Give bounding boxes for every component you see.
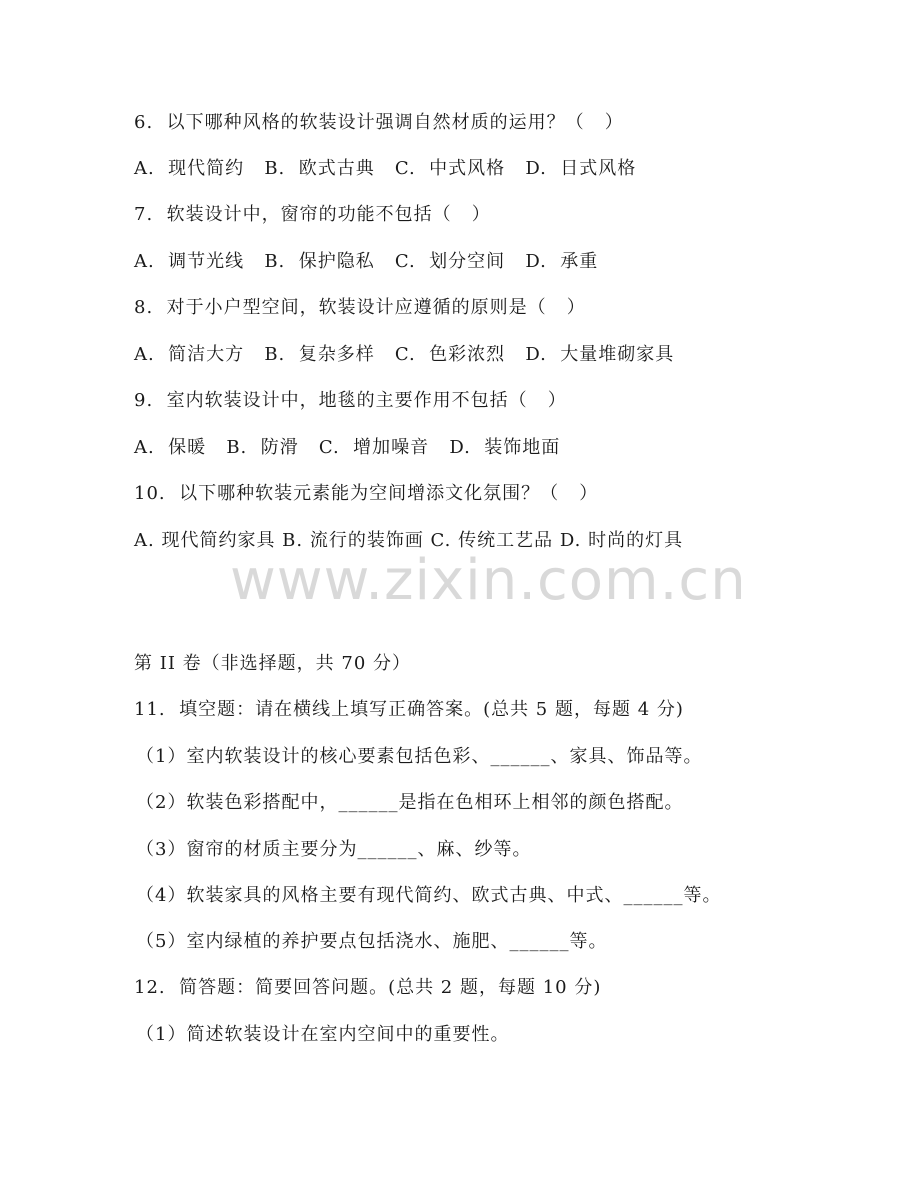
section-2-title: 第 II 卷（非选择题，共 70 分） — [134, 653, 412, 674]
question-10-options: A. 现代简约家具 B. 流行的装饰画 C. 传统工艺品 D. 时尚的灯具 — [134, 530, 684, 551]
question-7-stem: 7. 软装设计中，窗帘的功能不包括（ ） — [134, 204, 491, 225]
question-7-options: A. 调节光线 B. 保护隐私 C. 划分空间 D. 承重 — [134, 251, 599, 272]
question-6-stem: 6. 以下哪种风格的软装设计强调自然材质的运用？（ ） — [134, 112, 624, 133]
question-12-heading: 12. 简答题：简要回答问题。(总共 2 题，每题 10 分) — [134, 977, 602, 998]
short-answer-item-1: （1）简述软装设计在室内空间中的重要性。 — [136, 1024, 510, 1045]
question-8-options: A. 简洁大方 B. 复杂多样 C. 色彩浓烈 D. 大量堆砌家具 — [134, 344, 675, 365]
question-8-stem: 8. 对于小户型空间，软装设计应遵循的原则是（ ） — [134, 297, 586, 318]
question-10-stem: 10. 以下哪种软装元素能为空间增添文化氛围？（ ） — [134, 483, 599, 504]
fill-blank-item-3: （3）窗帘的材质主要分为______、麻、纱等。 — [136, 839, 532, 860]
question-11-heading: 11. 填空题：请在横线上填写正确答案。(总共 5 题，每题 4 分) — [134, 699, 684, 720]
question-9-options: A. 保暖 B. 防滑 C. 增加噪音 D. 装饰地面 — [134, 437, 561, 458]
fill-blank-item-5: （5）室内绿植的养护要点包括浇水、施肥、______等。 — [136, 931, 608, 952]
question-9-stem: 9. 室内软装设计中，地毯的主要作用不包括（ ） — [134, 390, 567, 411]
watermark: www.zixin.com.cn — [230, 548, 747, 613]
question-6-options: A. 现代简约 B. 欧式古典 C. 中式风格 D. 日式风格 — [134, 158, 637, 179]
fill-blank-item-2: （2）软装色彩搭配中，______是指在色相环上相邻的颜色搭配。 — [136, 792, 684, 813]
fill-blank-item-4: （4）软装家具的风格主要有现代简约、欧式古典、中式、______等。 — [136, 885, 722, 906]
fill-blank-item-1: （1）室内软装设计的核心要素包括色彩、______、家具、饰品等。 — [136, 746, 703, 767]
